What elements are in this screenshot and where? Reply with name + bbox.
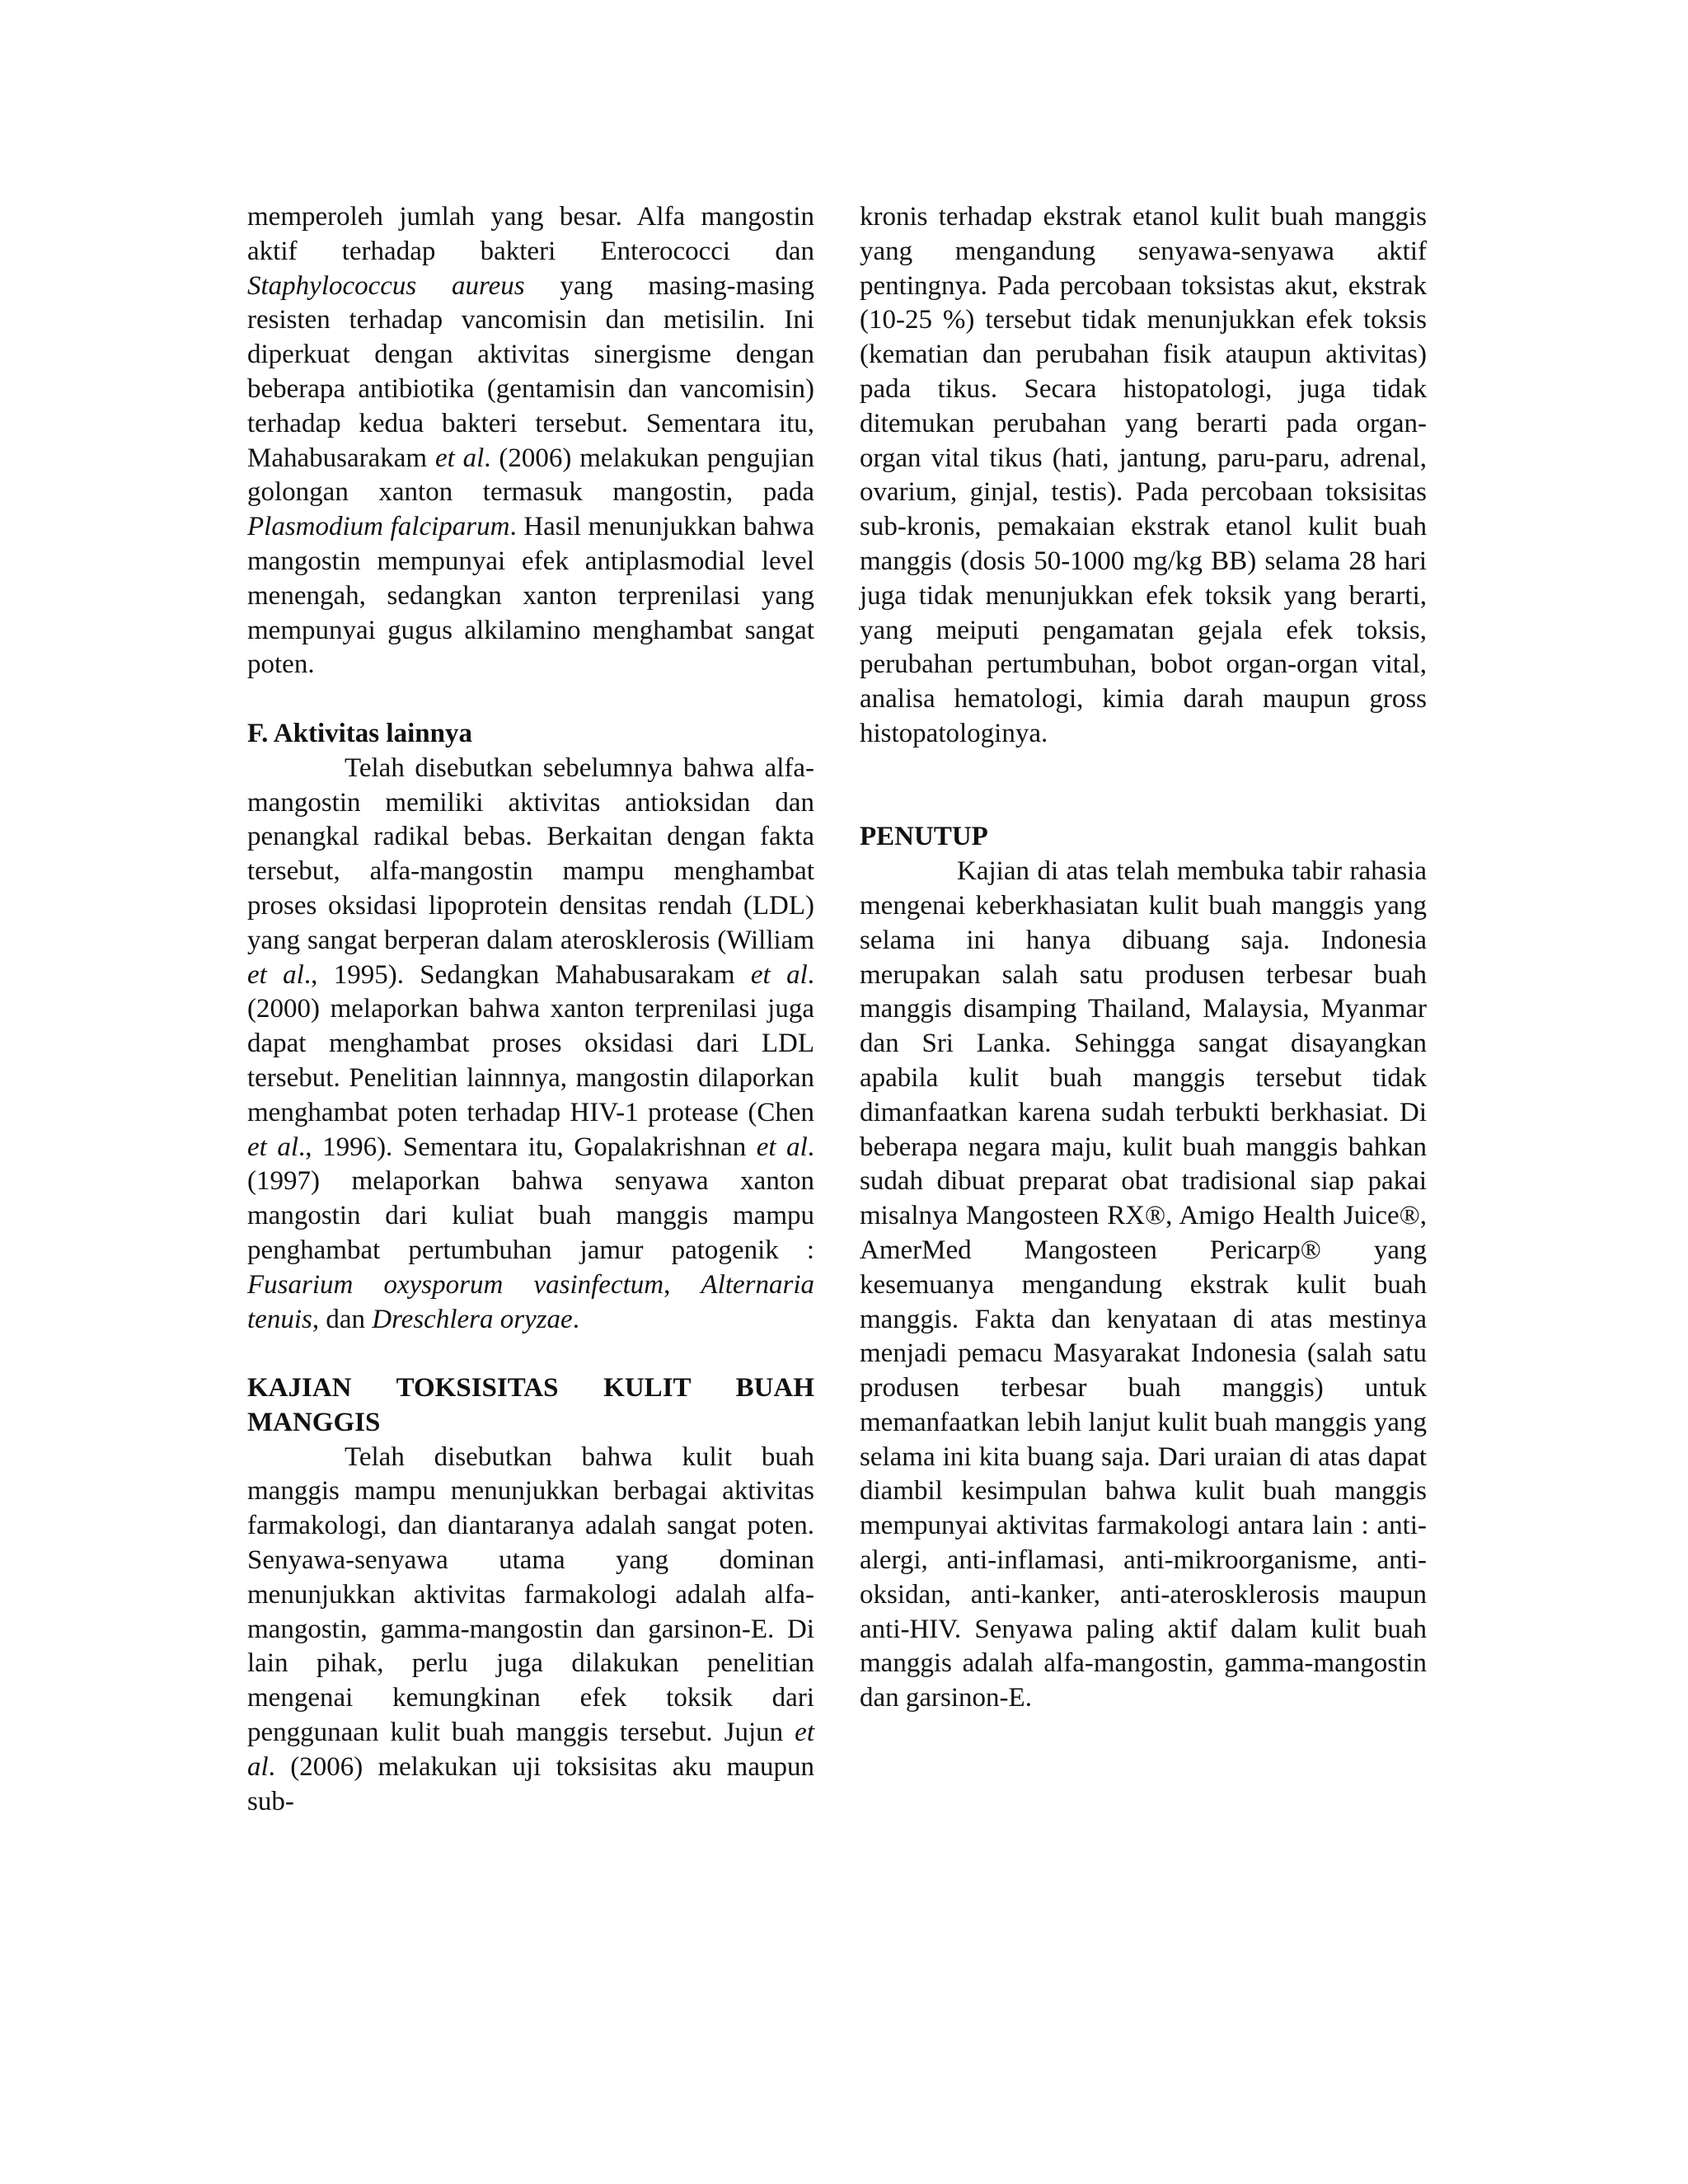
text-run: Telah disebutkan sebelumnya bahwa alfa-mangostin memiliki aktivitas antioksidan dan penangkal radikal bebas. Berkaitan dengan fakta tersebut, alfa-mangostin mampu menghambat proses oksidasi lipoprotein densitas rendah (LDL) yang sangat berperan dalam aterosklerosis (William bbox=[247, 752, 814, 955]
italic-term: et al bbox=[434, 443, 485, 473]
italic-term: Dreschlera oryzae bbox=[372, 1304, 573, 1334]
text-run: Kajian di atas telah membuka tabir rahasia mengenai keberkhasiatan kulit buah manggis yang selama ini hanya dibuang saja. Indonesia merupakan salah satu produsen terbesar buah manggis disamping Thailand, Malaysia, Myanmar dan Sri Lanka. Sehingga sangat disayangkan apabila kulit buah manggis tersebut tidak dimanfaatkan karena sudah terbukti berkhasiat. Di beberapa negara maju, kulit buah manggis bahkan sudah dibuat preparat obat tradisional siap pakai misalnya Mangosteen RX®, Amigo Health Juice®, AmerMed Mangosteen Pericarp® yang kesemuanya mengandung ekstrak kulit buah manggis. Fakta dan kenyataan di atas mestinya menjadi pemacu Masyarakat Indonesia (salah satu produsen terbesar buah manggis) untuk memanfaatkan lebih lanjut kulit buah manggis yang selama ini kita buang saja. Dari uraian di atas dapat diambil kesimpulan bahwa kulit buah manggis mempunyai aktivitas farmakologi antara lain : anti-alergi, anti-inflamasi, anti-mikroorganisme, anti-oksidan, anti-kanker, anti-aterosklerosis maupun anti-HIV. Senyawa paling aktif dalam kulit buah manggis adalah alfa-mangostin, gamma-mangostin dan garsinon-E. bbox=[860, 856, 1427, 1713]
text-run: . (2006) melakukan uji toksisitas aku maupun sub- bbox=[247, 1751, 814, 1816]
italic-term: et al bbox=[247, 1718, 814, 1782]
text-run: , bbox=[663, 1269, 701, 1300]
italic-term: Alternaria tenuis bbox=[247, 1269, 814, 1334]
italic-term: Plasmodium falciparum bbox=[247, 512, 510, 542]
left-column bbox=[247, 200, 814, 1819]
paragraph-antibacterial bbox=[247, 200, 814, 682]
text-run: . Hasil menunjukkan bahwa mangostin mempunyai efek antiplasmodial level menengah, sedangkan xanton terprenilasi yang mempunyai gugus alkilamino menghambat sangat poten. bbox=[247, 512, 814, 680]
italic-term: et al bbox=[750, 959, 808, 990]
heading-toxicity-study: KAJIAN TOKSISITAS KULIT BUAH MANGGIS bbox=[247, 1373, 814, 1437]
text-run: memperoleh jumlah yang besar. Alfa mangostin aktif terhadap bakteri Enterococci dan bbox=[247, 202, 814, 266]
text-run: kronis terhadap ekstrak etanol kulit buah manggis yang mengandung senyawa-senyawa aktif pentingnya. Pada percobaan toksistas akut, ekstrak (10-25 %) tersebut tidak menunjukkan efek toksis (kematian dan perubahan fisik ataupun aktivitas) pada tikus. Secara histopatologi, juga tidak ditemukan perubahan yang berarti pada organ-organ vital tikus (hati, jantung, paru-paru, adrenal, ovarium, ginjal, testis). Pada percobaan toksisitas sub-kronis, pemakaian ekstrak etanol kulit buah manggis (dosis 50-1000 mg/kg BB) selama 28 hari juga tidak menunjukkan efek toksik yang berarti, yang meiputi pengamatan gejala efek toksis, perubahan pertumbuhan, bobot organ-organ vital, analisa hematologi, kimia darah maupun gross histopatologinya. bbox=[860, 202, 1427, 748]
text-run: . (1997) melaporkan bahwa senyawa xanton mangostin dari kuliat buah manggis mampu penghambat pertumbuhan jamur patogenik : bbox=[247, 1132, 815, 1265]
text-run: ., 1996). Sementara itu, Gopalakrishnan bbox=[298, 1132, 757, 1162]
text-run: . (2000) melaporkan bahwa xanton terprenilasi juga dapat menghambat proses oksidasi dari LDL tersebut. Penelitian lainnnya, mangostin dilaporkan menghambat poten terhadap HIV-1 protease (Chen bbox=[247, 959, 814, 1127]
text-run: . (2006) melakukan pengujian golongan xanton termasuk mangostin, pada bbox=[247, 443, 814, 508]
paragraph-other-activities bbox=[247, 752, 814, 1338]
text-run: yang masing-masing resisten terhadap vancomisin dan metisilin. Ini diperkuat dengan aktivitas sinergisme dengan beberapa antibiotika (gentamisin dan vancomisin) terhadap kedua bakteri tersebut. Sementara itu, Mahabusarakam bbox=[247, 270, 814, 473]
text-run: Telah disebutkan bahwa kulit buah manggis mampu menunjukkan berbagai aktivitas farmakologi, dan diantaranya adalah sangat poten. Senyawa-senyawa utama yang dominan menunjukkan aktivitas farmakologi adalah alfa-mangostin, gamma-mangostin dan garsinon-E. Di lain pihak, perlu juga dilakukan penelitian mengenai kemungkinan efek toksik dari penggunaan kulit buah manggis tersebut. Jujun bbox=[247, 1441, 814, 1748]
italic-term: et al bbox=[756, 1132, 808, 1162]
italic-term: et al bbox=[247, 1132, 299, 1162]
text-run: , dan bbox=[312, 1304, 373, 1334]
paragraph-closing bbox=[860, 855, 1427, 1716]
italic-term: Fusarium oxysporum vasinfectum bbox=[247, 1269, 664, 1300]
text-run: ., 1995). Sedangkan Mahabusarakam bbox=[303, 959, 751, 990]
text-run: . bbox=[572, 1304, 579, 1334]
heading-other-activities: F. Aktivitas lainnya bbox=[247, 718, 472, 748]
heading-closing: PENUTUP bbox=[860, 822, 988, 852]
right-column bbox=[860, 200, 1427, 1716]
paragraph-toxicity-intro bbox=[247, 1441, 814, 1820]
italic-term: Staphylococcus aureus bbox=[247, 270, 525, 301]
italic-term: et al bbox=[247, 959, 304, 990]
paragraph-toxicity-results bbox=[860, 200, 1427, 752]
